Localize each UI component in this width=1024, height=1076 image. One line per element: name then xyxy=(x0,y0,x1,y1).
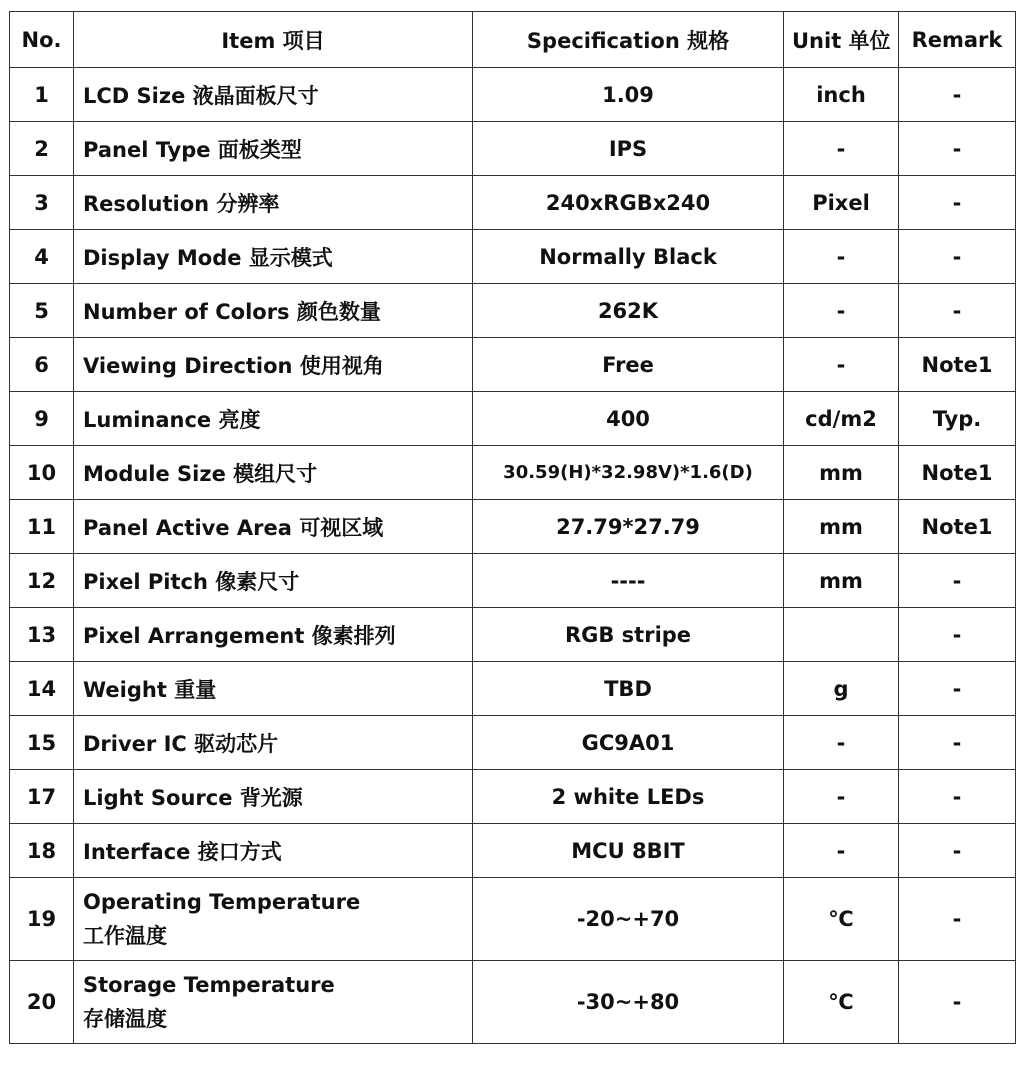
cell-item: Resolution 分辨率 xyxy=(74,176,473,230)
cell-no: 14 xyxy=(10,662,74,716)
cell-remark: - xyxy=(899,122,1016,176)
cell-no: 18 xyxy=(10,824,74,878)
table-row xyxy=(10,446,1016,500)
cell-unit: mm xyxy=(784,500,899,554)
table-row xyxy=(10,338,1016,392)
cell-no: 2 xyxy=(10,122,74,176)
cell-remark: - xyxy=(899,176,1016,230)
header-item: Item 项目 xyxy=(74,12,473,68)
table-row xyxy=(10,662,1016,716)
cell-no: 1 xyxy=(10,68,74,122)
cell-item: Driver IC 驱动芯片 xyxy=(74,716,473,770)
cell-unit: - xyxy=(784,824,899,878)
header-no: No. xyxy=(10,12,74,68)
cell-remark: Note1 xyxy=(899,446,1016,500)
cell-spec: TBD xyxy=(473,662,784,716)
cell-item: Panel Active Area 可视区域 xyxy=(74,500,473,554)
table-row xyxy=(10,230,1016,284)
cell-remark: - xyxy=(899,554,1016,608)
cell-no: 9 xyxy=(10,392,74,446)
cell-unit: ℃ xyxy=(784,961,899,1044)
cell-no: 20 xyxy=(10,961,74,1044)
cell-no: 10 xyxy=(10,446,74,500)
table-row xyxy=(10,68,1016,122)
cell-item-cn: 存储温度 xyxy=(83,1007,167,1031)
cell-remark: - xyxy=(899,961,1016,1044)
cell-remark: - xyxy=(899,230,1016,284)
cell-spec: RGB stripe xyxy=(473,608,784,662)
cell-item-en: Storage Temperature xyxy=(83,973,335,997)
cell-unit: g xyxy=(784,662,899,716)
table-row xyxy=(10,961,1016,1044)
header-remark: Remark xyxy=(899,12,1016,68)
cell-remark: Note1 xyxy=(899,500,1016,554)
cell-remark: - xyxy=(899,662,1016,716)
cell-item: Pixel Pitch 像素尺寸 xyxy=(74,554,473,608)
cell-spec: IPS xyxy=(473,122,784,176)
cell-no: 11 xyxy=(10,500,74,554)
table-row xyxy=(10,122,1016,176)
cell-remark: - xyxy=(899,68,1016,122)
cell-remark: Note1 xyxy=(899,338,1016,392)
cell-spec: 30.59(H)*32.98V)*1.6(D) xyxy=(473,446,784,500)
spec-table xyxy=(9,11,1016,1044)
cell-item: Interface 接口方式 xyxy=(74,824,473,878)
cell-item: Luminance 亮度 xyxy=(74,392,473,446)
cell-spec: Free xyxy=(473,338,784,392)
cell-unit: - xyxy=(784,122,899,176)
table-row xyxy=(10,176,1016,230)
cell-spec: Normally Black xyxy=(473,230,784,284)
cell-unit: ℃ xyxy=(784,878,899,961)
cell-spec: -20~+70 xyxy=(473,878,784,961)
cell-unit: - xyxy=(784,716,899,770)
cell-spec: 400 xyxy=(473,392,784,446)
cell-no: 3 xyxy=(10,176,74,230)
cell-spec: 240xRGBx240 xyxy=(473,176,784,230)
cell-item: LCD Size 液晶面板尺寸 xyxy=(74,68,473,122)
cell-unit: cd/m2 xyxy=(784,392,899,446)
cell-spec: 262K xyxy=(473,284,784,338)
table-row xyxy=(10,824,1016,878)
cell-unit: - xyxy=(784,338,899,392)
table-row xyxy=(10,500,1016,554)
cell-unit: inch xyxy=(784,68,899,122)
cell-remark: - xyxy=(899,608,1016,662)
cell-unit xyxy=(784,608,899,662)
cell-unit: mm xyxy=(784,446,899,500)
cell-spec: GC9A01 xyxy=(473,716,784,770)
cell-no: 5 xyxy=(10,284,74,338)
header-row xyxy=(10,12,1016,68)
cell-spec: 1.09 xyxy=(473,68,784,122)
cell-item xyxy=(74,961,473,1044)
cell-item: Light Source 背光源 xyxy=(74,770,473,824)
cell-spec: 27.79*27.79 xyxy=(473,500,784,554)
table-row xyxy=(10,770,1016,824)
cell-spec: -30~+80 xyxy=(473,961,784,1044)
cell-no: 13 xyxy=(10,608,74,662)
cell-no: 4 xyxy=(10,230,74,284)
cell-no: 15 xyxy=(10,716,74,770)
cell-item: Display Mode 显示模式 xyxy=(74,230,473,284)
cell-unit: mm xyxy=(784,554,899,608)
cell-remark: - xyxy=(899,284,1016,338)
cell-item: Panel Type 面板类型 xyxy=(74,122,473,176)
cell-item: Pixel Arrangement 像素排列 xyxy=(74,608,473,662)
table-row xyxy=(10,608,1016,662)
cell-no: 17 xyxy=(10,770,74,824)
cell-remark: - xyxy=(899,878,1016,961)
cell-remark: - xyxy=(899,716,1016,770)
cell-item-en: Operating Temperature xyxy=(83,890,361,914)
cell-unit: - xyxy=(784,770,899,824)
header-spec: Specification 规格 xyxy=(473,12,784,68)
cell-remark: - xyxy=(899,770,1016,824)
cell-remark: - xyxy=(899,824,1016,878)
header-unit: Unit 单位 xyxy=(784,12,899,68)
cell-item: Viewing Direction 使用视角 xyxy=(74,338,473,392)
cell-no: 19 xyxy=(10,878,74,961)
cell-spec: MCU 8BIT xyxy=(473,824,784,878)
cell-item: Number of Colors 颜色数量 xyxy=(74,284,473,338)
cell-item: Module Size 模组尺寸 xyxy=(74,446,473,500)
table-row xyxy=(10,716,1016,770)
cell-item xyxy=(74,878,473,961)
cell-remark: Typ. xyxy=(899,392,1016,446)
table-row xyxy=(10,284,1016,338)
table-row xyxy=(10,878,1016,961)
table-row xyxy=(10,554,1016,608)
table-row xyxy=(10,392,1016,446)
cell-unit: Pixel xyxy=(784,176,899,230)
cell-unit: - xyxy=(784,284,899,338)
cell-spec: ---- xyxy=(473,554,784,608)
cell-no: 12 xyxy=(10,554,74,608)
cell-item: Weight 重量 xyxy=(74,662,473,716)
cell-no: 6 xyxy=(10,338,74,392)
cell-spec: 2 white LEDs xyxy=(473,770,784,824)
cell-unit: - xyxy=(784,230,899,284)
cell-item-cn: 工作温度 xyxy=(83,924,167,948)
